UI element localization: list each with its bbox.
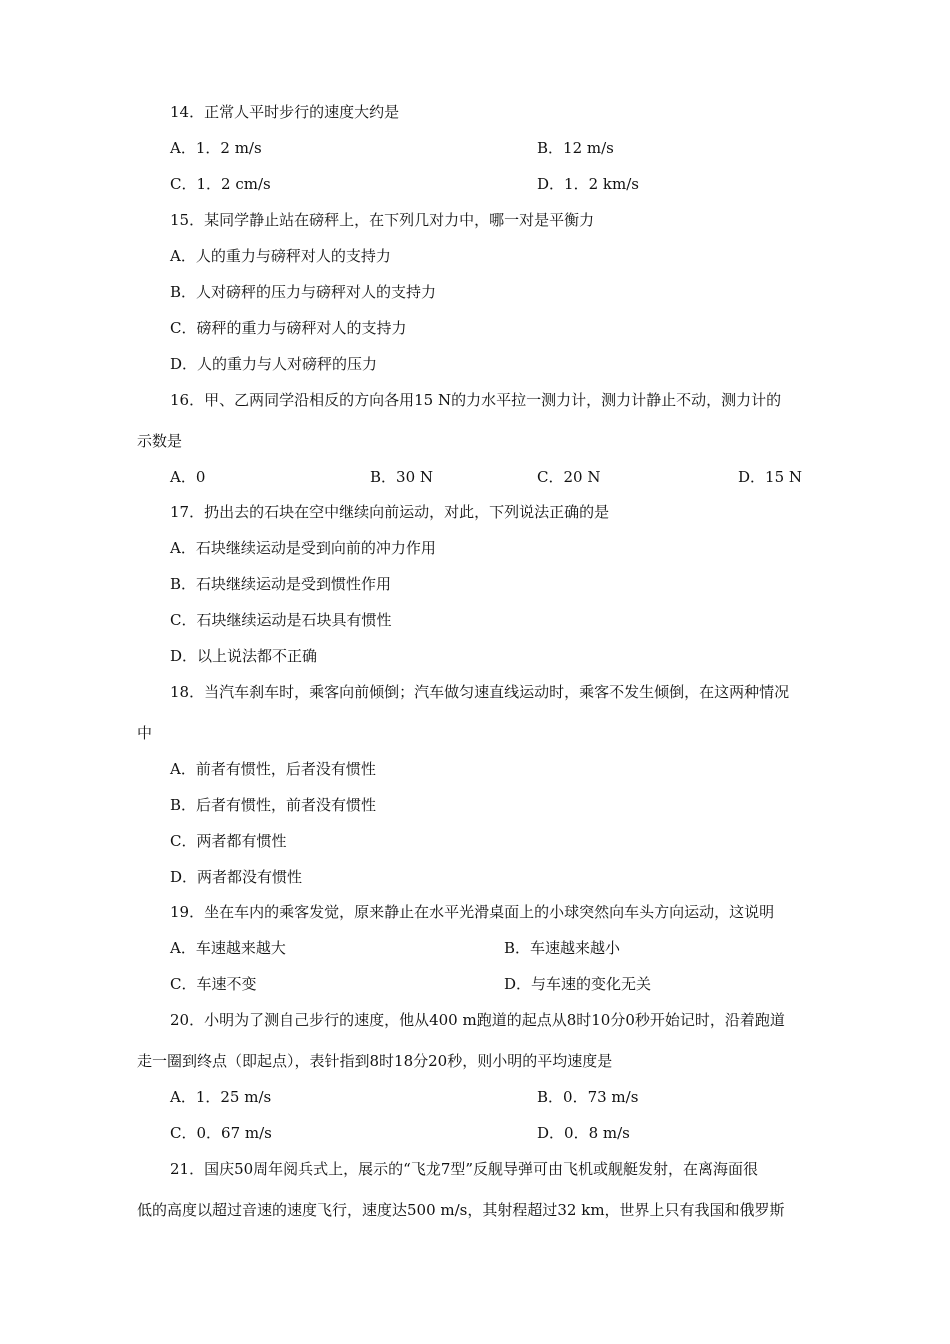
question-17-option-b: B．石块继续运动是受到惯性作用 [170, 575, 392, 593]
question-18-stem-continued: 中 [137, 724, 153, 742]
question-20-option-d: D．0．8 m/s [537, 1124, 630, 1142]
question-15-option-c: C．磅秤的重力与磅秤对人的支持力 [170, 319, 407, 337]
question-14-option-b: B．12 m/s [537, 139, 614, 157]
question-15-stem: 15．某同学静止站在磅秤上，在下列几对力中，哪一对是平衡力 [170, 211, 595, 229]
question-18-option-d: D．两者都没有惯性 [170, 868, 303, 886]
question-21-stem-continued: 低的高度以超过音速的速度飞行，速度达500 m/s，其射程超过32 km，世界上只有我国和俄罗斯 [137, 1201, 785, 1219]
question-16-option-b: B．30 N [370, 468, 434, 486]
question-14-option-d: D．1．2 km/s [537, 175, 639, 193]
question-19-option-b: B．车速越来越小 [504, 939, 621, 957]
question-20-stem-continued: 走一圈到终点（即起点），表针指到8时18分20秒，则小明的平均速度是 [137, 1052, 613, 1070]
question-16-stem: 16．甲、乙两同学沿相反的方向各用15 N的力水平拉一测力计，测力计静止不动，测力计的 [170, 391, 782, 409]
question-15-option-b: B．人对磅秤的压力与磅秤对人的支持力 [170, 283, 437, 301]
question-17-stem: 17．扔出去的石块在空中继续向前运动，对此，下列说法正确的是 [170, 503, 610, 521]
question-14-option-a: A．1．2 m/s [170, 139, 262, 157]
question-17-option-a: A．石块继续运动是受到向前的冲力作用 [170, 539, 436, 557]
question-16-stem-continued: 示数是 [137, 432, 183, 450]
question-16-option-c: C．20 N [537, 468, 601, 486]
question-16-option-a: A．0 [170, 468, 206, 486]
question-14-option-c: C．1．2 cm/s [170, 175, 271, 193]
question-18-stem: 18．当汽车刹车时，乘客向前倾倒；汽车做匀速直线运动时，乘客不发生倾倒，在这两种情况 [170, 683, 790, 701]
question-19-option-a: A．车速越来越大 [170, 939, 286, 957]
question-20-option-a: A．1．25 m/s [170, 1088, 272, 1106]
question-15-option-a: A．人的重力与磅秤对人的支持力 [170, 247, 391, 265]
question-18-option-b: B．后者有惯性，前者没有惯性 [170, 796, 377, 814]
question-20-stem: 20．小明为了测自己步行的速度，他从400 m跑道的起点从8时10分0秒开始记时，沿着跑道 [170, 1011, 785, 1029]
question-19-option-d: D．与车速的变化无关 [504, 975, 652, 993]
question-21-stem: 21．国庆50周年阅兵式上，展示的“飞龙7型”反舰导弹可由飞机或舰艇发射，在离海面很 [170, 1160, 759, 1178]
question-19-stem: 19．坐在车内的乘客发觉，原来静止在水平光滑桌面上的小球突然向车头方向运动，这说明 [170, 903, 775, 921]
question-15-option-d: D．人的重力与人对磅秤的压力 [170, 355, 378, 373]
question-18-option-a: A．前者有惯性，后者没有惯性 [170, 760, 376, 778]
question-19-option-c: C．车速不变 [170, 975, 257, 993]
question-18-option-c: C．两者都有惯性 [170, 832, 287, 850]
question-17-option-c: C．石块继续运动是石块具有惯性 [170, 611, 392, 629]
question-16-option-d: D．15 N [738, 468, 803, 486]
question-20-option-b: B．0．73 m/s [537, 1088, 639, 1106]
question-17-option-d: D．以上说法都不正确 [170, 647, 318, 665]
question-20-option-c: C．0．67 m/s [170, 1124, 272, 1142]
question-14-stem: 14．正常人平时步行的速度大约是 [170, 103, 400, 121]
